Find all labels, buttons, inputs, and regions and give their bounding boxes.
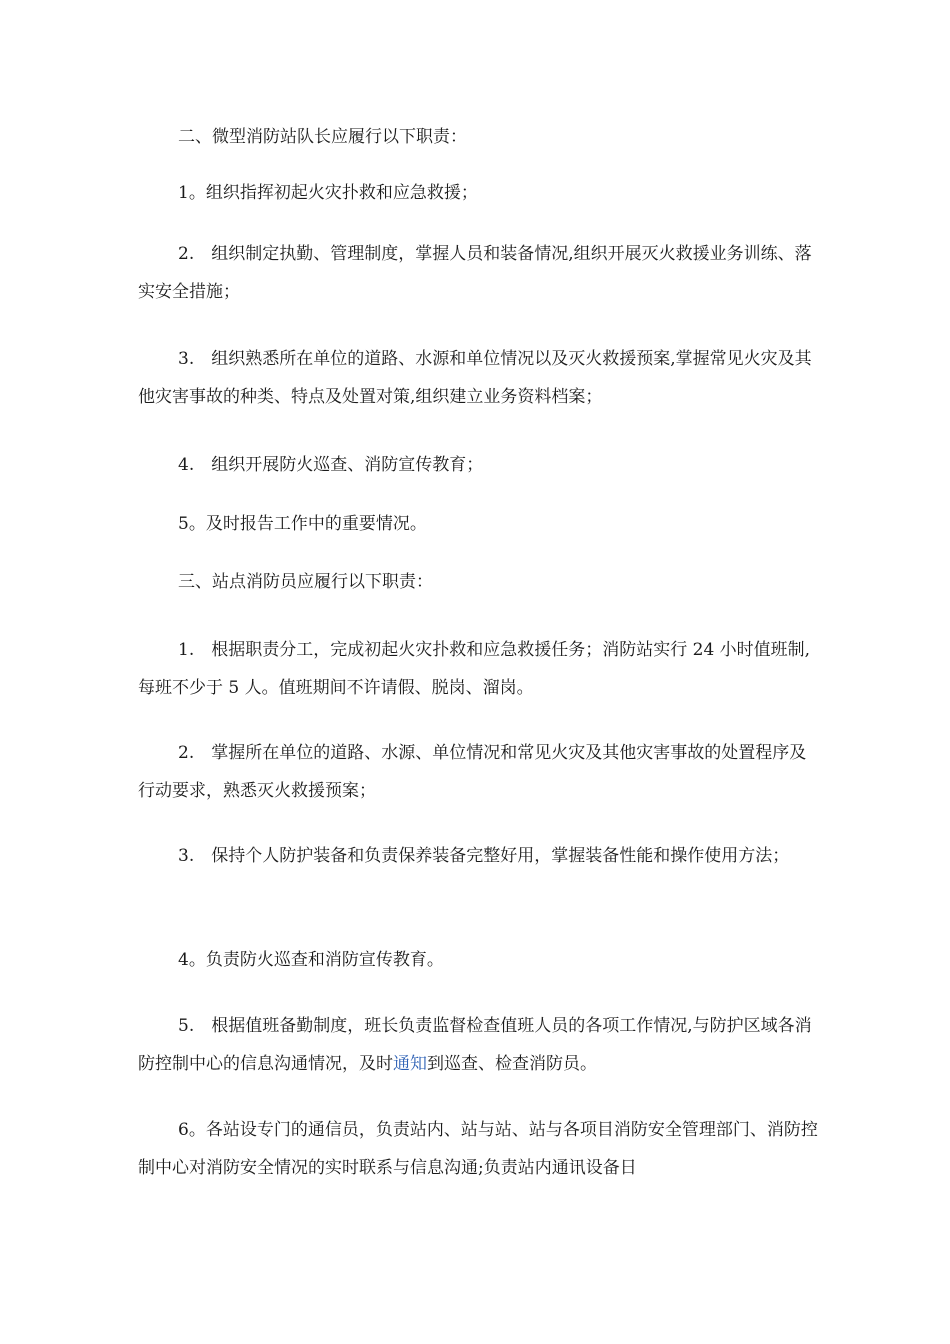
- section-heading-captain-duties: 二、微型消防站队长应履行以下职责：: [178, 127, 467, 147]
- captain-duty-1: 1。组织指挥初起火灾扑救和应急救援；: [178, 183, 478, 203]
- notify-link[interactable]: 通知: [393, 1054, 427, 1074]
- firefighter-duty-1: 1. 根据职责分工，完成初起火灾扑救和应急救援任务；消防站实行 24 小时值班制,每班不少于 5 人。值班期间不许请假、脱岗、溜岗。: [138, 640, 811, 698]
- firefighter-duty-4: 4。负责防火巡查和消防宣传教育。: [178, 950, 444, 970]
- firefighter-duty-6: 6。各站设专门的通信员，负责站内、站与站、站与各项目消防安全管理部门、消防控制中心对消防安全情况的实时联系与信息沟通;负责站内通讯设备日: [138, 1120, 818, 1178]
- duty-5-text-after: 到巡查、检查消防员。: [427, 1054, 597, 1074]
- firefighter-duty-3: 3. 保持个人防护装备和负责保养装备完整好用，掌握装备性能和操作使用方法；: [178, 846, 790, 866]
- firefighter-duty-5: [138, 1007, 818, 1083]
- section-heading-firefighter-duties: 三、站点消防员应履行以下职责：: [178, 572, 433, 592]
- firefighter-duty-2: 2. 掌握所在单位的道路、水源、单位情况和常见火灾及其他灾害事故的处置程序及行动要求，熟悉灭火救援预案；: [138, 743, 807, 801]
- captain-duty-2: 2. 组织制定执勤、管理制度，掌握人员和装备情况,组织开展灭火救援业务训练、落实安全措施；: [138, 244, 812, 302]
- duty-5-text-before: 5. 根据值班备勤制度，班长负责监督检查值班人员的各项工作情况,与防护区域各消防控制中心的信息沟通情况，及时: [138, 1016, 812, 1074]
- captain-duty-4: 4. 组织开展防火巡查、消防宣传教育；: [178, 455, 484, 475]
- captain-duty-3: 3. 组织熟悉所在单位的道路、水源和单位情况以及灭火救援预案,掌握常见火灾及其他灾害事故的种类、特点及处置对策,组织建立业务资料档案；: [138, 349, 812, 407]
- captain-duty-5: 5。及时报告工作中的重要情况。: [178, 514, 427, 534]
